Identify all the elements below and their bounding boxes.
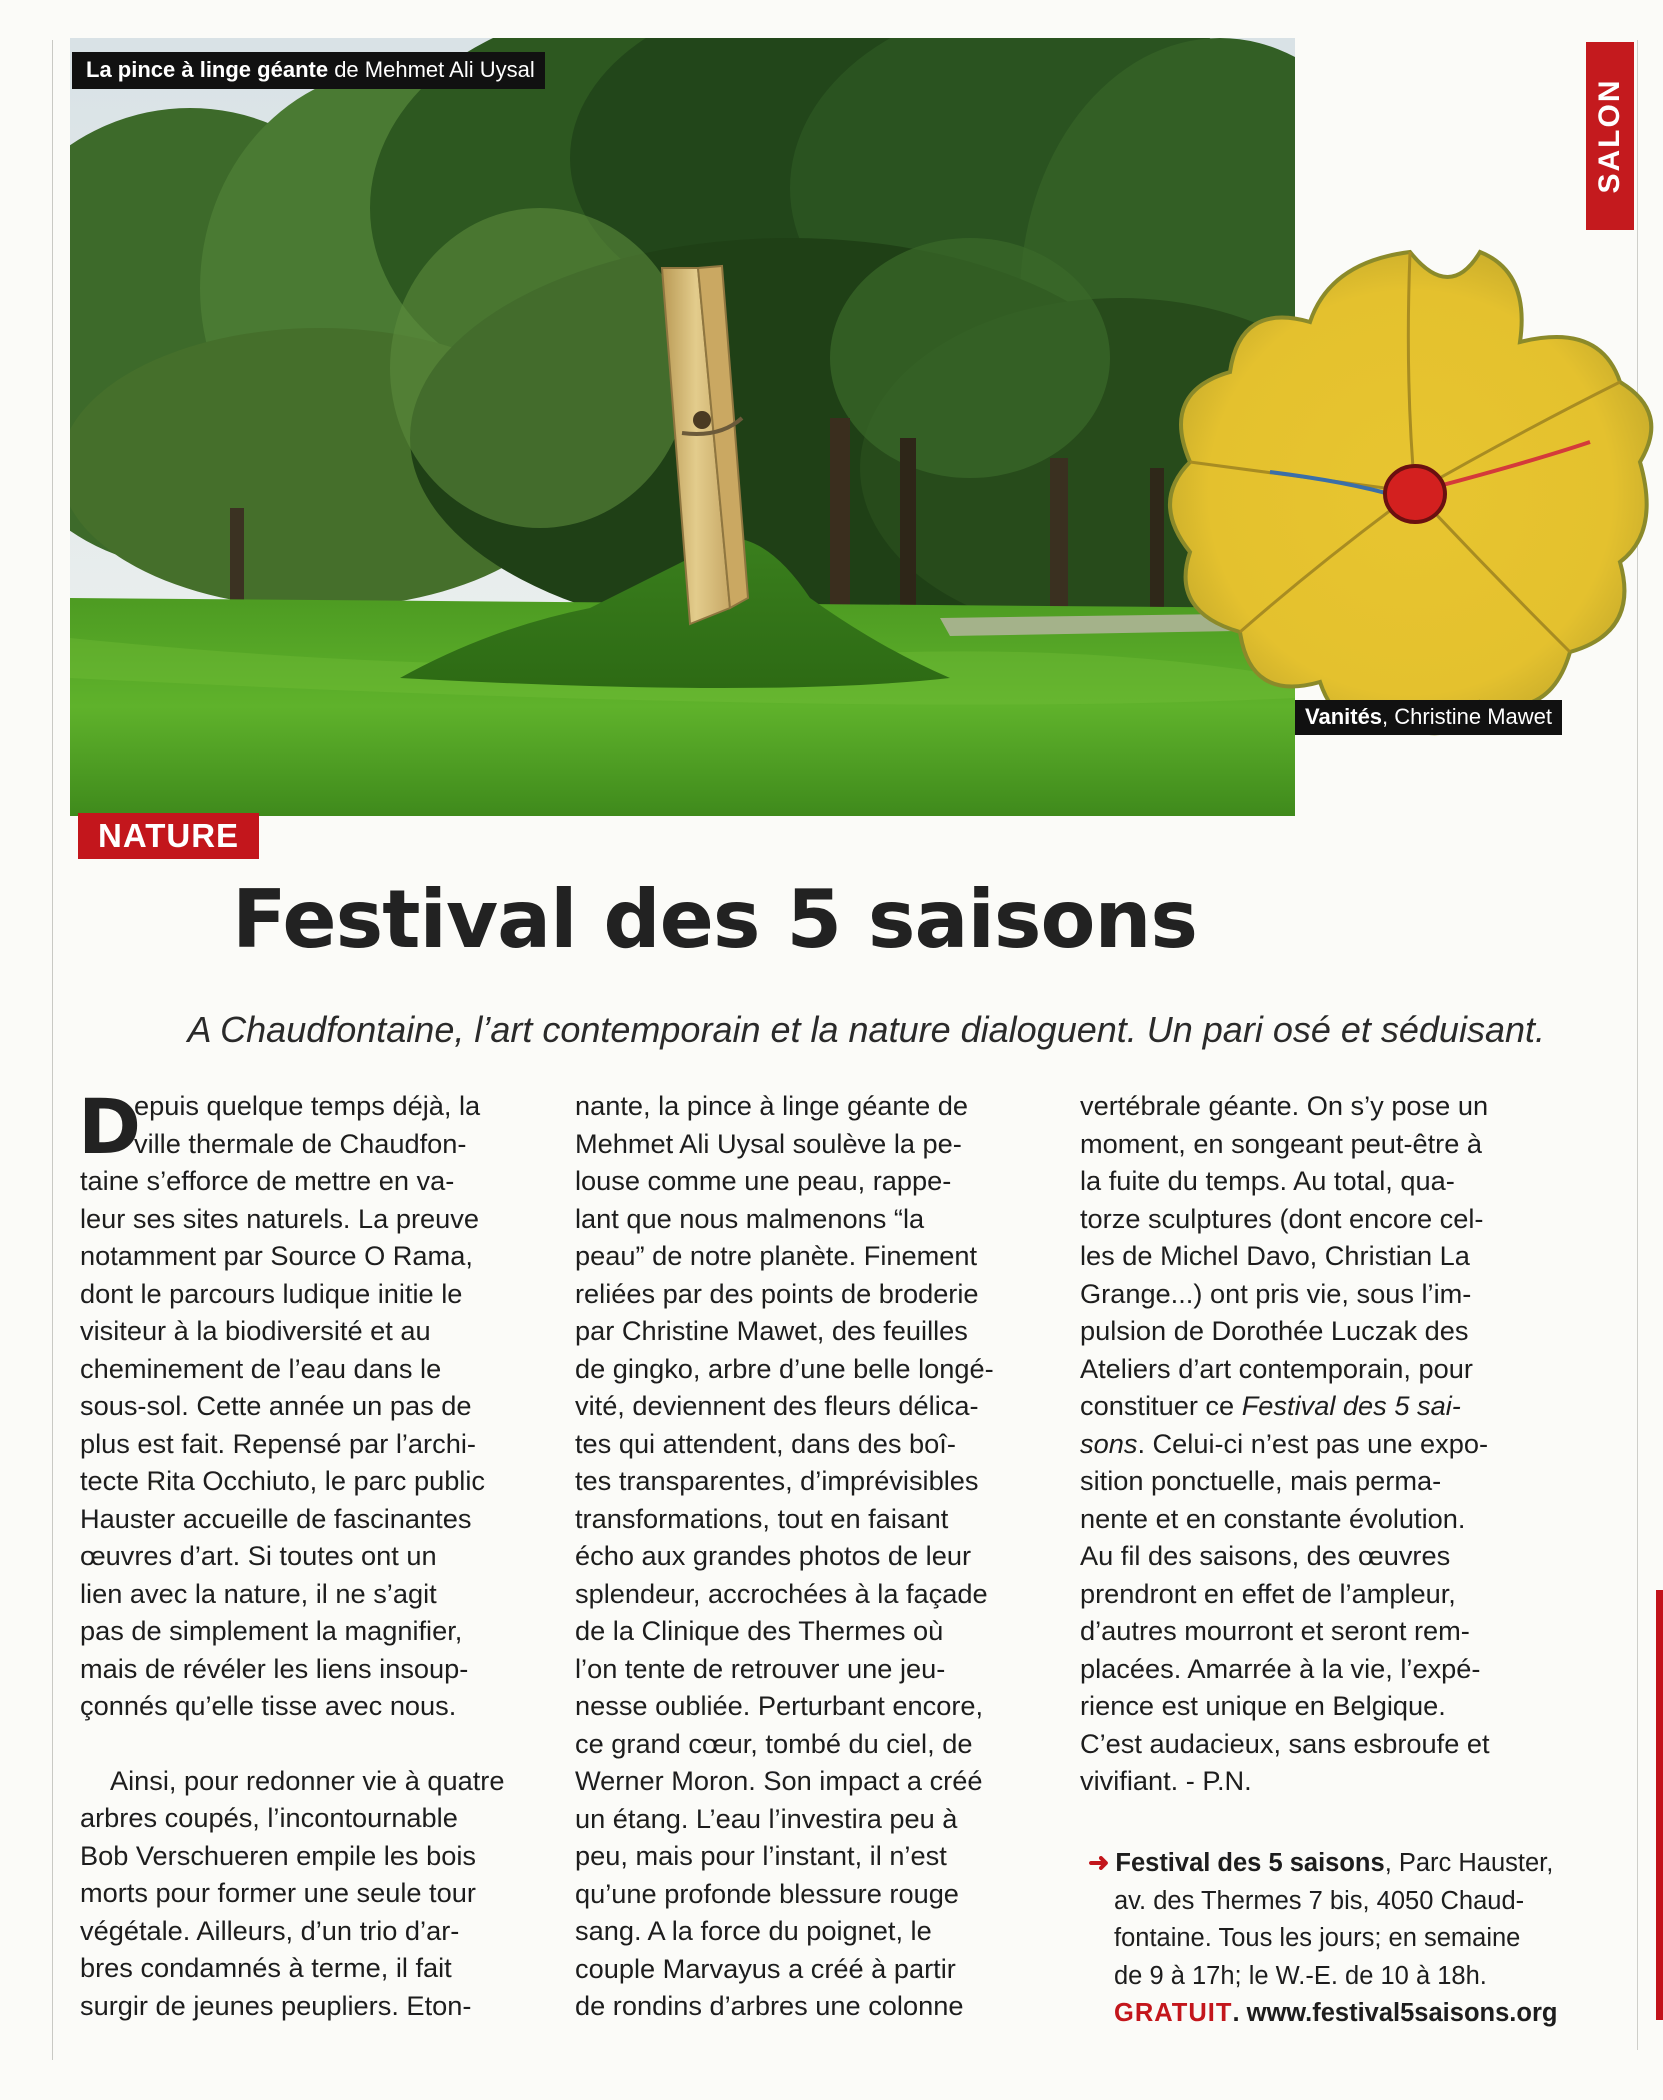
text-line: surgir de jeunes peupliers. Eton- xyxy=(80,1989,472,2021)
event-venue: , Parc Hauster, xyxy=(1384,1849,1554,1877)
hero-caption-title: La pince à linge géante xyxy=(86,57,329,82)
text-line: d’autres mourront et seront rem- xyxy=(1080,1615,1470,1646)
text-line: C’est audacieux, sans esbroufe et xyxy=(1080,1727,1490,1759)
text-line: couple Marvayus a créé à partir xyxy=(575,1952,956,1984)
text-line xyxy=(1080,1387,1580,1425)
info-line: fontaine. Tous les jours; en semaine xyxy=(1114,1924,1521,1952)
text-line: plus est fait. Repensé par l’archi- xyxy=(80,1427,476,1459)
text-line: Mehmet Ali Uysal soulève la pe- xyxy=(575,1127,962,1159)
text-line: sition ponctuelle, mais perma- xyxy=(1080,1465,1442,1496)
flower-caption-credit: , Christine Mawet xyxy=(1382,704,1552,729)
text-line: ville thermale de Chaudfon- xyxy=(134,1127,467,1159)
text-line: sous-sol. Cette année un pas de xyxy=(80,1390,472,1421)
text-line: arbres coupés, l’incontournable xyxy=(80,1802,458,1833)
text-line: ce grand cœur, tombé du ciel, de xyxy=(575,1727,973,1759)
event-website-link[interactable]: . www.festival5saisons.org xyxy=(1232,1999,1558,2027)
text-line: louse comme une peau, rappe- xyxy=(575,1165,952,1196)
event-info xyxy=(1088,1845,1557,2033)
text-line: tes qui attendent, dans des boî- xyxy=(575,1427,956,1459)
text-line: pas de simplement la magnifier, xyxy=(80,1615,463,1646)
text-line: reliées par des points de broderie xyxy=(575,1277,979,1309)
text-line: placées. Amarrée à la vie, l’expé- xyxy=(1080,1652,1481,1684)
info-line: de 9 à 17h; le W.-E. de 10 à 18h. xyxy=(1114,1961,1487,1990)
column-3-paragraph-part-a xyxy=(1080,1087,1580,1387)
text-line: Ainsi, pour redonner vie à quatre xyxy=(110,1764,505,1796)
text-line: peau” de notre planète. Finement xyxy=(575,1240,978,1271)
text-line: moment, en songeant peut-être à xyxy=(1080,1127,1483,1159)
text-line: un étang. L’eau l’investira peu à xyxy=(575,1802,958,1834)
column-3-paragraph-part-b xyxy=(1080,1462,1580,1800)
text-line: de rondins d’arbres une colonne xyxy=(575,1990,964,2021)
free-badge: GRATUIT xyxy=(1114,1999,1233,2027)
hero-photo-caption xyxy=(72,52,545,89)
text-line: visiteur à la biodiversité et au xyxy=(80,1315,431,1346)
headline: Festival des 5 saisons xyxy=(232,873,1198,966)
text-line: leur ses sites naturels. La preuve xyxy=(80,1202,479,1234)
hero-caption-credit: de Mehmet Ali Uysal xyxy=(328,57,535,82)
text-line: peu, mais pour l’instant, il n’est xyxy=(575,1840,947,1871)
section-tab-label: SALON xyxy=(1593,78,1626,194)
text-line: çonnés qu’elle tisse avec nous. xyxy=(80,1690,457,1721)
text-line: tecte Rita Occhiuto, le parc public xyxy=(80,1465,485,1496)
text-line: cheminement de l’eau dans le xyxy=(80,1352,442,1384)
text-line: sang. A la force du poignet, le xyxy=(575,1915,932,1946)
text-line: Ateliers d’art contemporain, pour xyxy=(1080,1352,1473,1384)
hero-photo xyxy=(70,38,1295,816)
text-line: œuvres d’art. Si toutes ont un xyxy=(80,1540,437,1571)
column-2-paragraph xyxy=(575,1087,1050,2025)
article-column-2 xyxy=(575,1087,1050,2025)
text-line: epuis quelque temps déjà, la xyxy=(134,1090,481,1121)
text-line: vité, deviennent des fleurs délica- xyxy=(575,1390,979,1421)
dropcap: D xyxy=(78,1082,142,1171)
text-line: splendeur, accrochées à la façade xyxy=(575,1577,988,1609)
text-line: vivifiant. - P.N. xyxy=(1080,1765,1252,1796)
kicker-label: NATURE xyxy=(78,813,259,859)
festival-title-italic: sons xyxy=(1080,1427,1138,1459)
text-line: la fuite du temps. Au total, qua- xyxy=(1080,1165,1455,1196)
text-line: nante, la pince à linge géante de xyxy=(575,1090,969,1121)
text-line: Werner Moron. Son impact a créé xyxy=(575,1765,983,1796)
text-line: transformations, tout en faisant xyxy=(575,1502,949,1534)
text-line xyxy=(1080,1425,1580,1463)
text-line: rience est unique en Belgique. xyxy=(1080,1690,1446,1721)
text-line: vertébrale géante. On s’y pose un xyxy=(1080,1090,1489,1121)
info-line xyxy=(1088,1845,1557,1883)
info-line: av. des Thermes 7 bis, 4050 Chaud- xyxy=(1114,1886,1525,1915)
arrow-icon: ➜ xyxy=(1088,1849,1110,1877)
text-line: Grange...) ont pris vie, sous l’im- xyxy=(1080,1277,1472,1309)
article-column-3 xyxy=(1080,1087,1580,1800)
flower-photo-caption xyxy=(1295,700,1562,735)
event-name: Festival des 5 saisons xyxy=(1115,1849,1385,1877)
deck: A Chaudfontaine, l’art contemporain et la nature dialoguent. Un pari osé et séduisant. xyxy=(187,1009,1545,1050)
text-line: de la Clinique des Thermes où xyxy=(575,1615,944,1646)
text-line: lant que nous malmenons “la xyxy=(575,1202,925,1234)
park-clothespin-illustration xyxy=(70,38,1295,816)
ginkgo-flower-illustration xyxy=(1150,232,1663,762)
text-line: nente et en constante évolution. xyxy=(1080,1502,1466,1534)
article-column-1 xyxy=(78,1082,560,2024)
edge-accent-bar xyxy=(1656,1590,1663,2020)
text-line: taine s’efforce de mettre en va- xyxy=(80,1165,455,1196)
text-line: torze sculptures (dont encore cel- xyxy=(1080,1202,1484,1234)
text-line: Bob Verschueren empile les bois xyxy=(80,1839,476,1871)
text-line: Au fil des saisons, des œuvres xyxy=(1080,1540,1451,1571)
text-line: écho aux grandes photos de leur xyxy=(575,1540,972,1571)
column-1-paragraph-1 xyxy=(78,1082,560,1725)
flower-photo xyxy=(1150,232,1663,762)
text-line: tes transparentes, d’imprévisibles xyxy=(575,1465,979,1496)
text-line: de gingko, arbre d’une belle longé- xyxy=(575,1352,994,1384)
text-run: . Celui-ci n’est pas une expo- xyxy=(1137,1427,1489,1459)
info-line xyxy=(1088,1995,1557,2033)
text-line: notamment par Source O Rama, xyxy=(80,1240,473,1271)
text-line: bres condamnés à terme, il fait xyxy=(80,1952,452,1983)
text-line: mais de révéler les liens insoup- xyxy=(80,1652,469,1684)
flower-caption-title: Vanités xyxy=(1305,704,1383,729)
text-line: prendront en effet de l’ampleur, xyxy=(1080,1577,1456,1609)
text-line: végétale. Ailleurs, d’un trio d’ar- xyxy=(80,1914,460,1946)
text-line: l’on tente de retrouver une jeu- xyxy=(575,1652,946,1684)
text-line: nesse oubliée. Perturbant encore, xyxy=(575,1690,984,1721)
festival-title-italic: Festival des 5 sai- xyxy=(1241,1390,1461,1421)
text-line: dont le parcours ludique initie le xyxy=(80,1277,463,1309)
text-line: lien avec la nature, il ne s’agit xyxy=(80,1577,437,1609)
text-line: pulsion de Dorothée Luczak des xyxy=(1080,1315,1469,1346)
text-line: Hauster accueille de fascinantes xyxy=(80,1502,472,1534)
text-line: par Christine Mawet, des feuilles xyxy=(575,1315,968,1346)
text-run: constituer ce xyxy=(1080,1390,1242,1421)
column-1-paragraph-2 xyxy=(80,1762,560,2025)
text-line: qu’une profonde blessure rouge xyxy=(575,1877,959,1909)
text-line: les de Michel Davo, Christian La xyxy=(1080,1240,1470,1271)
text-line: morts pour former une seule tour xyxy=(80,1877,476,1908)
section-tab xyxy=(1586,42,1634,230)
